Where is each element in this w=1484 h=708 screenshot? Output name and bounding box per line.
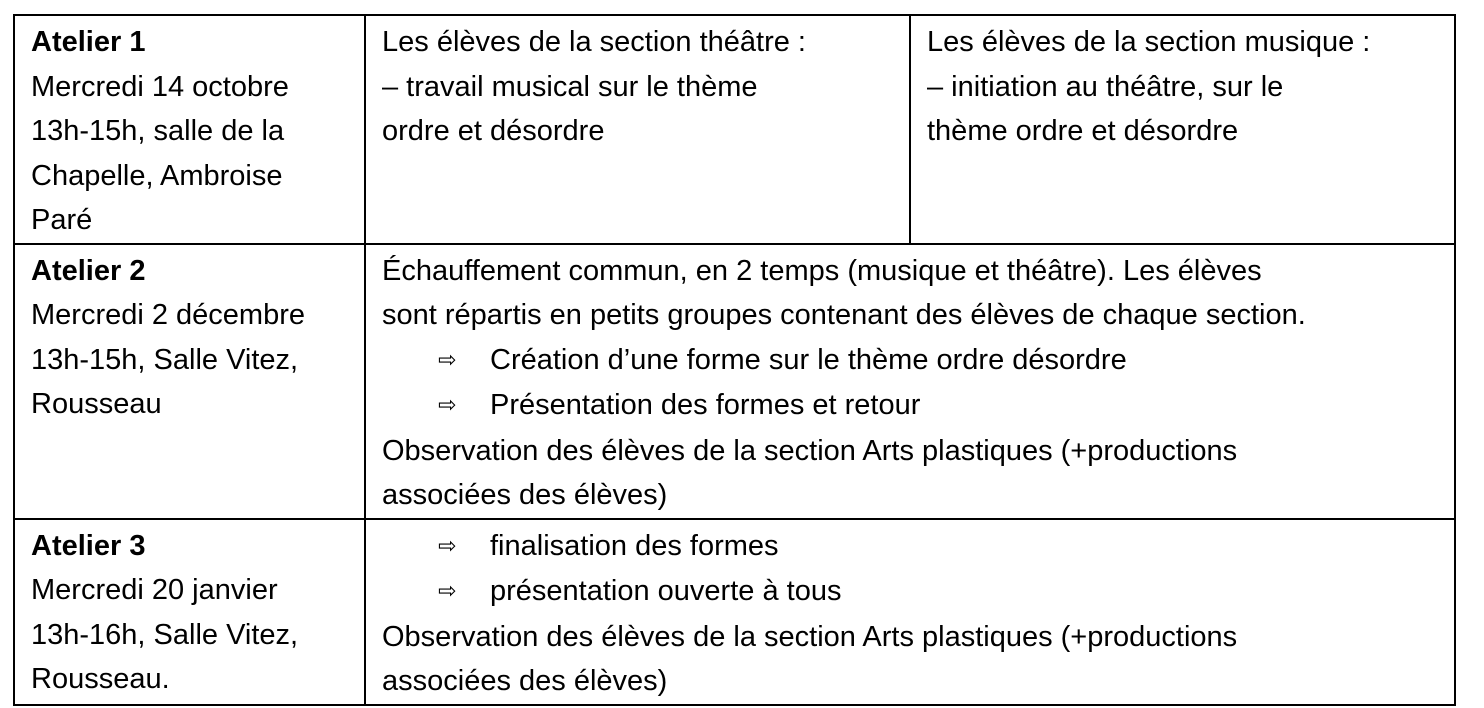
list-item	[382, 338, 1446, 384]
atelier-3-location: Rousseau.	[31, 663, 170, 695]
atelier-2-info-cell	[14, 244, 365, 519]
table-row	[14, 244, 1455, 519]
atelier-3-info-cell	[14, 519, 365, 705]
atelier-2-observation-line: Observation des élèves de la section Arts plastiques (+productions	[382, 434, 1238, 467]
atelier-2-content-cell	[365, 244, 1455, 519]
theatre-activity-line: – travail musical sur le thème	[382, 70, 758, 103]
table-row	[14, 519, 1455, 705]
atelier-2-intro-line: Échauffement commun, en 2 temps (musique et théâtre). Les élèves	[382, 254, 1262, 287]
atelier-1-title: Atelier 1	[31, 26, 146, 58]
outlined-right-arrow-icon: ⇨	[438, 393, 457, 418]
atelier-3-content-cell	[365, 519, 1455, 705]
atelier-1-musique-cell	[910, 15, 1455, 244]
atelier-3-time-location: 13h-16h, Salle Vitez,	[31, 618, 299, 651]
atelier-2-intro-line: sont répartis en petits groupes contenant des élèves de chaque section.	[382, 299, 1306, 331]
workshop-schedule-table	[13, 14, 1456, 706]
outlined-right-arrow-icon: ⇨	[438, 533, 457, 559]
theatre-section-heading: Les élèves de la section théâtre :	[382, 26, 806, 58]
atelier-1-theatre-cell	[365, 15, 910, 244]
atelier-2-date: Mercredi 2 décembre	[31, 299, 305, 331]
atelier-1-time-location: 13h-15h, salle de la	[31, 115, 285, 147]
musique-activity-line: – initiation au théâtre, sur le	[927, 70, 1284, 103]
list-item	[382, 569, 1446, 615]
table-row	[14, 15, 1455, 244]
atelier-3-date: Mercredi 20 janvier	[31, 574, 278, 606]
atelier-2-location: Rousseau	[31, 388, 162, 420]
outlined-right-arrow-icon: ⇨	[438, 347, 457, 373]
atelier-1-info-cell	[14, 15, 365, 244]
list-item	[382, 383, 1446, 429]
atelier-2-title: Atelier 2	[31, 254, 146, 287]
musique-activity-line: thème ordre et désordre	[927, 115, 1239, 147]
list-item	[382, 524, 1446, 570]
atelier-2-observation-line: associées des élèves)	[382, 479, 668, 511]
musique-section-heading: Les élèves de la section musique :	[927, 26, 1371, 58]
atelier-2-step: Création d’une forme sur le thème ordre désordre	[490, 343, 1127, 376]
atelier-3-step: présentation ouverte à tous	[490, 575, 842, 607]
atelier-1-location-end: Paré	[31, 204, 93, 236]
atelier-3-observation-line: Observation des élèves de la section Arts plastiques (+productions	[382, 620, 1238, 653]
atelier-3-title: Atelier 3	[31, 529, 146, 562]
outlined-right-arrow-icon: ⇨	[438, 579, 457, 604]
atelier-1-date: Mercredi 14 octobre	[31, 70, 289, 103]
atelier-1-location: Chapelle, Ambroise	[31, 159, 283, 192]
atelier-3-observation-line: associées des élèves)	[382, 665, 668, 697]
atelier-2-time-location: 13h-15h, Salle Vitez,	[31, 343, 299, 376]
atelier-3-step: finalisation des formes	[490, 529, 779, 562]
atelier-2-step: Présentation des formes et retour	[490, 389, 921, 421]
theatre-activity-line: ordre et désordre	[382, 115, 605, 147]
